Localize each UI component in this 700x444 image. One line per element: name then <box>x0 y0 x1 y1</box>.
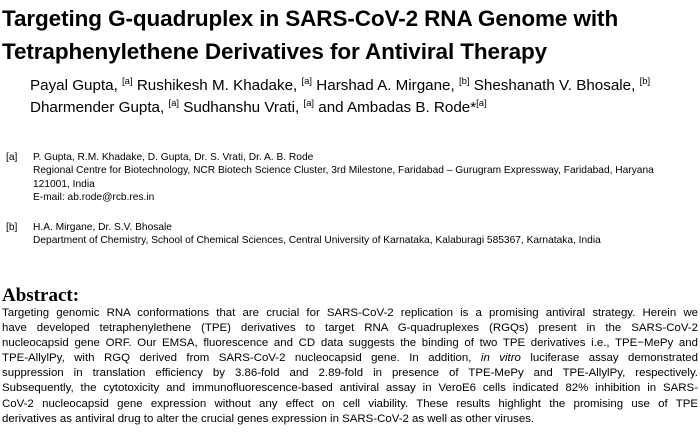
abstract-emphasis: in vitro <box>480 352 521 365</box>
affiliation-mark: [a] <box>303 98 315 109</box>
author-name: Rushikesh M. Khadake, <box>136 77 298 94</box>
affiliation-line: P. Gupta, R.M. Khadake, D. Gupta, Dr. S. Vrati, Dr. A. B. Rode <box>33 152 314 163</box>
affiliation-line: Regional Centre for Biotechnology, NCR Biotech Science Cluster, 3rd Milestone, Faridabad – Gurugram Expressway, Faridabad, Haryana <box>33 165 654 177</box>
abstract-line: nucleocapsid gene ORF. Our EMSA, fluorescence and CD data suggests the binding of two TPE derivatives i.e., TPE−MePy and <box>2 337 698 350</box>
paper-title <box>2 2 698 68</box>
affiliation-mark: [b] <box>639 76 651 87</box>
author-name: Sudhanshu Vrati, <box>183 99 300 116</box>
author-name: Harshad A. Mirgane, <box>316 77 455 94</box>
abstract-line: suppression in translation efficiency by 3.86-fold and 2.89-fold in presence of TPE-MePy and TPE-AllylPy, respectively. <box>2 367 698 380</box>
affiliation-mark: [a] <box>476 98 487 109</box>
affiliation-text <box>33 221 695 248</box>
author-line <box>30 75 698 97</box>
abstract-line: derivatives as antiviral drug to alter the crucial genes expression in SARS-CoV-2 as well as other viruses. <box>2 412 535 425</box>
author-line <box>30 97 698 119</box>
author-name: and Ambadas B. Rode* <box>318 99 477 116</box>
abstract-line: TPE-AllylPy, with RGQ derived from SARS-CoV-2 nucleocapsid gene. In addition, in vitro luciferase assay demonstrated <box>2 352 698 365</box>
abstract-line: Subsequently, the cytotoxicity and immunofluorescence-based antiviral assay in VeroE6 cells indicated 82% inhibition in SARS- <box>2 382 698 395</box>
affiliation-mark: [b] <box>458 76 470 87</box>
affiliation-mark: [a] <box>301 76 313 87</box>
affiliation-marker: [a] <box>6 152 18 163</box>
affiliation-email: E-mail: ab.rode@rcb.res.in <box>33 192 155 204</box>
abstract-line: CoV-2 nucleocapsid gene expression without any effect on cell viability. These results highlight the promising use of TPE <box>2 397 698 410</box>
abstract-line: have developed tetraphenylethene (TPE) derivatives to target RNA G-quadruplexes (RGQs) present in the SARS-CoV-2 <box>2 322 698 335</box>
title-line: Targeting G-quadruplex in SARS-CoV-2 RNA Genome with <box>2 6 619 31</box>
affiliation-mark: [a] <box>122 76 133 87</box>
affiliation-text <box>33 151 695 205</box>
affiliation-line: Department of Chemistry, School of Chemical Sciences, Central University of Karnataka, Kalaburagi 585367, Karnataka, India <box>33 235 601 247</box>
affiliation-mark: [a] <box>168 98 180 109</box>
abstract-heading: Abstract: <box>2 285 80 306</box>
abstract-line: Targeting genomic RNA conformations that are crucial for SARS-CoV-2 replication is a promising antiviral strategy. Herein we <box>2 307 698 319</box>
author-list <box>30 75 698 119</box>
affiliation-line: 121001, India <box>33 178 95 190</box>
abstract-body <box>2 306 698 427</box>
affiliation-line: H.A. Mirgane, Dr. S.V. Bhosale <box>33 222 172 233</box>
author-name: Sheshanath V. Bhosale, <box>473 77 636 94</box>
author-name: Dharmender Gupta, <box>30 99 165 116</box>
affiliation-marker: [b] <box>6 222 18 233</box>
author-name: Payal Gupta, <box>30 77 118 94</box>
title-line: Tetraphenylethene Derivatives for Antiviral Therapy <box>2 39 548 64</box>
